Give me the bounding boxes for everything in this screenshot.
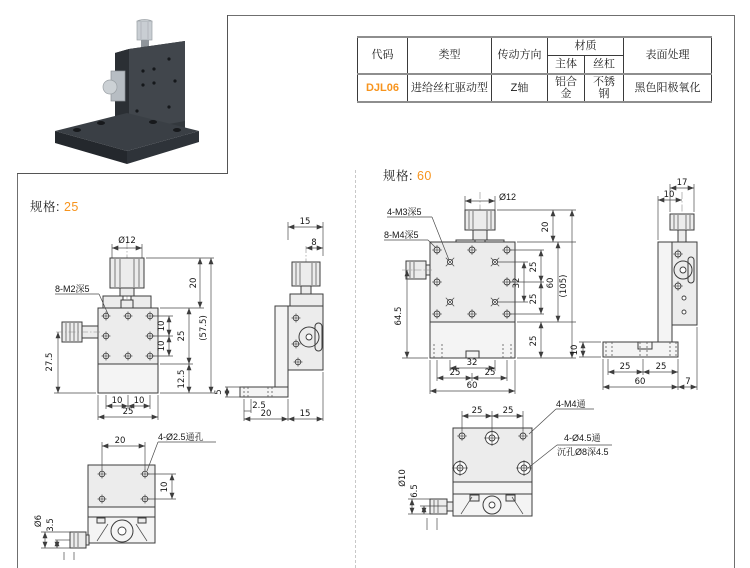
spec60-side-view xyxy=(570,178,697,390)
dim-bt10: 10 xyxy=(160,481,170,493)
product-photo-box xyxy=(17,15,228,174)
spec25-title-label: 规格: xyxy=(30,200,60,214)
label-4-dia45: 4-Ø4.5通 xyxy=(564,433,601,443)
label-8-m4: 8-M4深5 xyxy=(384,230,419,240)
col-header-direction: 传动方向 xyxy=(492,37,548,74)
dim-b10a: 10 xyxy=(111,396,123,406)
dim-dia12-60: Ø12 xyxy=(499,192,517,202)
dim-b32: 32 xyxy=(466,358,478,368)
dim-b25: 25 xyxy=(122,407,134,417)
label-counterbore: 沉孔Ø8深4.5 xyxy=(557,447,609,457)
col-header-surface: 表面处理 xyxy=(624,37,712,74)
dim-3-5: 3.5 xyxy=(46,518,56,532)
spec25-drawing xyxy=(20,210,350,568)
dim-s25a: 25 xyxy=(619,362,631,372)
dim-b25a: 25 xyxy=(449,368,461,378)
dim-b10b: 10 xyxy=(133,396,145,406)
cell-code: DJL06 xyxy=(358,74,408,102)
photo-side-knob xyxy=(103,80,117,94)
dim-10r2: 10 xyxy=(157,340,167,352)
dim-s25b: 25 xyxy=(655,362,667,372)
dim-s5: 5 xyxy=(214,389,224,395)
dim-s2-5: 2.5 xyxy=(252,401,266,411)
spec60-title-value: 60 xyxy=(416,169,432,183)
dim-60f-20: 20 xyxy=(541,221,551,233)
spec60-front-view xyxy=(384,192,576,394)
photo-knob xyxy=(137,21,152,40)
dim-s20: 20 xyxy=(260,409,272,419)
dim-s15b: 15 xyxy=(299,409,311,419)
col-header-material-body: 主体 xyxy=(548,56,585,75)
dim-s15t: 15 xyxy=(299,217,311,227)
dim-57-5: (57.5) xyxy=(199,315,209,341)
dim-25base: 25 xyxy=(529,335,539,347)
dim-27-5: 27.5 xyxy=(45,352,55,372)
product-photo xyxy=(17,15,227,173)
dim-dia10: Ø10 xyxy=(398,469,408,487)
dim-b25b: 25 xyxy=(484,368,496,378)
cell-surface: 黑色阳极氧化 xyxy=(624,74,712,102)
dim-12-5: 12.5 xyxy=(177,369,187,389)
dim-s10l: 10 xyxy=(570,344,580,356)
dim-64-5: 64.5 xyxy=(394,306,404,326)
cell-material-body: 铝合金 xyxy=(548,74,585,102)
spec25-side-view xyxy=(214,217,323,421)
spec-table xyxy=(357,36,712,103)
dim-bt20: 20 xyxy=(114,436,126,446)
dim-s60: 60 xyxy=(634,377,646,387)
dim-32r: 32 xyxy=(512,277,522,289)
dim-105: (105) xyxy=(559,274,569,298)
spec25-title-value: 25 xyxy=(63,200,79,214)
label-4-m3: 4-M3深5 xyxy=(387,207,422,217)
cell-direction: Z轴 xyxy=(492,74,548,102)
spec25-front-view xyxy=(45,235,214,420)
cell-material-screw: 不锈钢 xyxy=(585,74,624,102)
dim-25r1: 25 xyxy=(529,261,539,273)
dim-25r: 25 xyxy=(177,330,187,342)
col-header-material-screw: 丝杠 xyxy=(585,56,624,75)
label-4-m4: 4-M4通 xyxy=(556,399,586,409)
dim-dia12: Ø12 xyxy=(118,236,136,246)
dim-20: 20 xyxy=(189,277,199,289)
spec60-title-label: 规格: xyxy=(383,169,413,183)
dim-10r1: 10 xyxy=(157,320,167,332)
spec60-bottom-view xyxy=(397,399,612,530)
col-header-code: 代码 xyxy=(358,37,408,74)
dim-60r: 60 xyxy=(546,277,556,289)
dim-dia6: Ø6 xyxy=(34,514,44,528)
dim-6-5: 6.5 xyxy=(410,484,420,498)
col-header-material: 材质 xyxy=(548,37,624,56)
label-8-m2: 8-M2深5 xyxy=(55,284,90,294)
dim-bt25a: 25 xyxy=(471,406,483,416)
dim-25r2: 25 xyxy=(529,293,539,305)
dim-bt25b: 25 xyxy=(502,406,514,416)
spec25-bottom-view xyxy=(33,431,216,560)
dim-s10t: 10 xyxy=(663,190,675,200)
dim-17: 17 xyxy=(676,178,688,188)
cell-type: 进给丝杠驱动型 xyxy=(408,74,492,102)
col-header-type: 类型 xyxy=(408,37,492,74)
spec60-drawing xyxy=(355,160,745,568)
dim-s7: 7 xyxy=(685,377,691,387)
label-holes-25: 4-Ø2.5通孔 xyxy=(158,432,204,442)
dim-s8: 8 xyxy=(311,238,317,248)
dim-b60: 60 xyxy=(466,381,478,391)
